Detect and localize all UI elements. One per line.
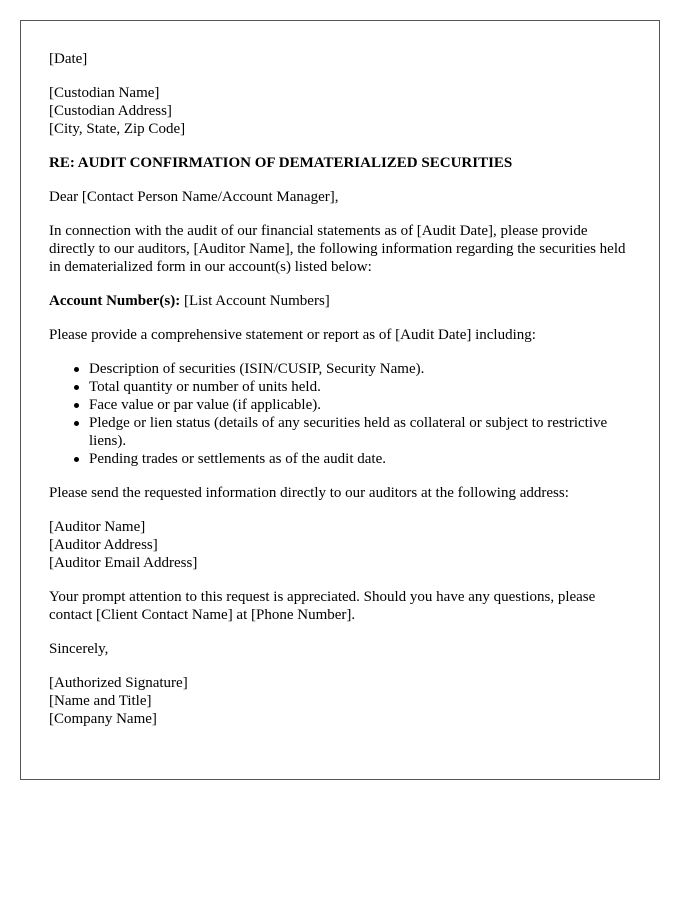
custodian-address-block (49, 84, 631, 138)
letter-date: [Date] (49, 51, 88, 67)
account-numbers-label: Account Number(s): (49, 293, 181, 309)
intro-paragraph: In connection with the audit of our financial statements as of [Audit Date], please provide directly to our auditors, [Auditor Name], the following information regarding the securities held in dematerialized form in our account(s) listed below: (49, 223, 626, 275)
requested-items-list (49, 360, 631, 468)
authorized-signature: [Authorized Signature] (49, 675, 188, 691)
auditor-address-block (49, 518, 631, 572)
auditor-name: [Auditor Name] (49, 519, 146, 535)
auditor-email: [Auditor Email Address] (49, 555, 198, 571)
signature-block (49, 674, 631, 728)
list-item: Total quantity or number of units held. (89, 378, 631, 396)
custodian-name: [Custodian Name] (49, 85, 160, 101)
account-numbers-value: [List Account Numbers] (180, 293, 330, 309)
signer-company: [Company Name] (49, 711, 157, 727)
sign-off: Sincerely, (49, 641, 109, 657)
list-item: Pending trades or settlements as of the audit date. (89, 450, 631, 468)
send-instruction-paragraph: Please send the requested information directly to our auditors at the following address: (49, 485, 569, 501)
salutation: Dear [Contact Person Name/Account Manager], (49, 189, 339, 205)
account-numbers-line (49, 292, 631, 310)
list-item: Pledge or lien status (details of any securities held as collateral or subject to restrictive liens). (89, 414, 631, 450)
letter-page (20, 20, 660, 780)
auditor-address: [Auditor Address] (49, 537, 158, 553)
closing-paragraph: Your prompt attention to this request is appreciated. Should you have any questions, please contact [Client Contact Name] at [Phone Number]. (49, 589, 596, 623)
subject-line: RE: AUDIT CONFIRMATION OF DEMATERIALIZED SECURITIES (49, 155, 513, 171)
list-item: Description of securities (ISIN/CUSIP, Security Name). (89, 360, 631, 378)
custodian-address: [Custodian Address] (49, 103, 172, 119)
request-paragraph: Please provide a comprehensive statement or report as of [Audit Date] including: (49, 327, 536, 343)
custodian-city-state-zip: [City, State, Zip Code] (49, 121, 186, 137)
list-item: Face value or par value (if applicable). (89, 396, 631, 414)
signer-name-title: [Name and Title] (49, 693, 152, 709)
